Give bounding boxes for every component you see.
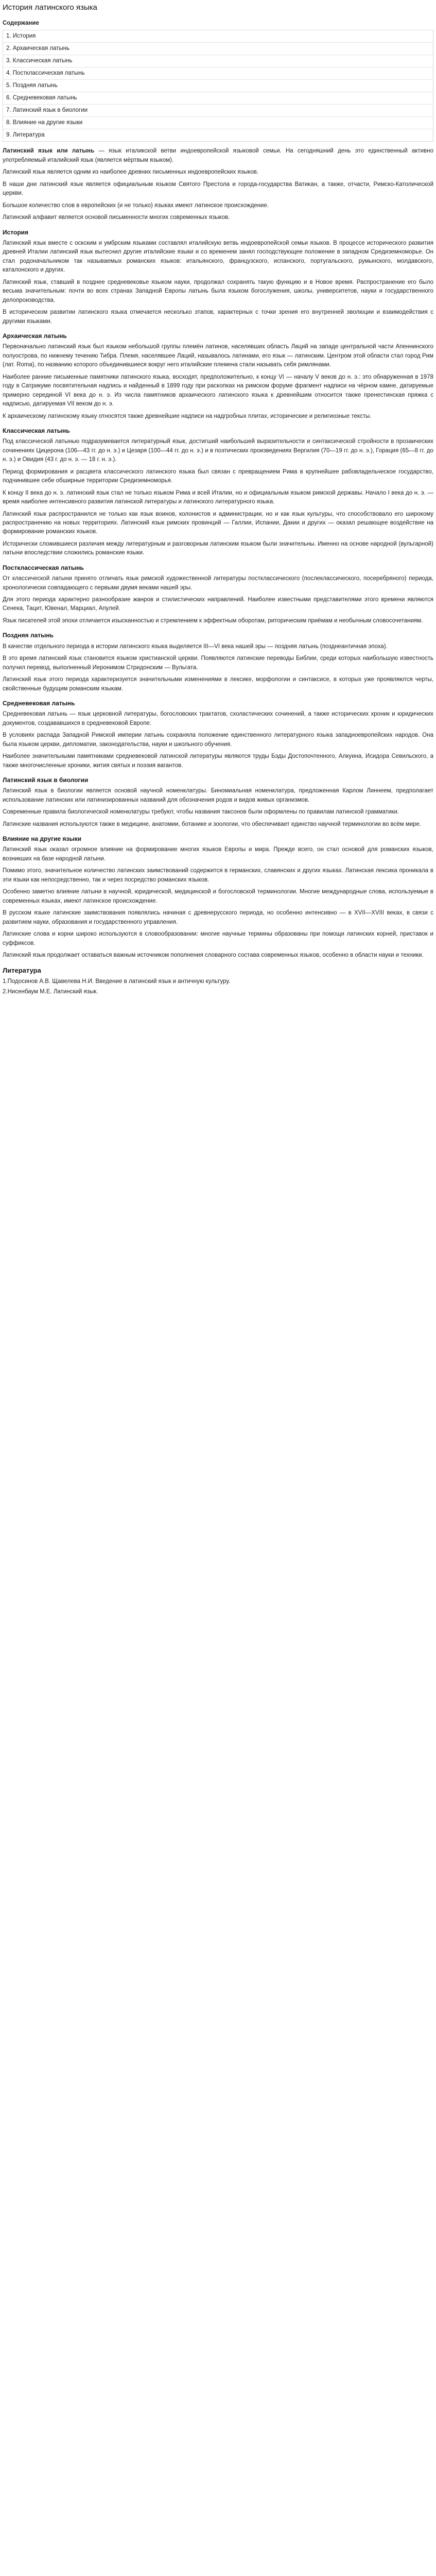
section-biology [3,775,433,829]
intro-paragraph: Большое количество слов в европейских (и не только) языках имеют латинское происхождение. [3,202,269,209]
section-paragraph: Период формирования и расцвета классического латинского языка был связан с превращением Рима в крупнейшее рабовладельческое государство, подчинившее себе обширные территории Средиземноморья. [3,468,433,484]
toc-item-label[interactable]: 9. Литература [6,132,45,139]
section-heading: Литература [3,966,41,974]
toc-item-label[interactable]: 4. Постклассическая латынь [6,70,85,77]
section-archaic-latin [3,331,433,421]
section-paragraph: Латинский язык вместе с оскским и умбрским языками составлял италийскую ветвь индоевропейской семьи языков. В процессе исторического развития древней Италии латинский язык вытеснил другие италийские языки и со временем занял господствующее положение в западном Средиземноморье. Он стал родоначальником так называемых романских языков: итальянского, французского, испанского, португальского, румынского, молдавского, каталонского и других. [3,240,433,274]
page-bottom-spacer [3,999,433,1004]
section-literature [3,965,433,997]
toc-item-late-latin[interactable] [3,80,433,92]
section-late-latin [3,631,433,693]
literature-list [3,977,433,996]
section-paragraph: Особенно заметно влияние латыни в научной, юридической, медицинской и богословской терминологии. Многие международные слова, используемые в современных языках, имеют латинское происхождение. [3,889,433,904]
section-paragraph: Современные правила биологической номенклатуры требуют, чтобы названия таксонов были оформлены по правилам латинской грамматики. [3,809,399,816]
section-paragraph: Латинский язык продолжает оставаться важным источником пополнения словарного состава современных языков, особенно в области науки и техники. [3,952,424,959]
section-paragraph: В качестве отдельного периода в истории латинского языка выделяется III—VI века нашей эры — поздняя латынь (позднеантичная эпоха). [3,643,388,650]
section-paragraph: Латинский язык оказал огромное влияние на формирование многих языков Европы и мира. Прежде всего, он стал основой для романских языков, возникших на базе народной латыни. [3,846,433,862]
section-paragraph: Для этого периода характерно разнообразие жанров и стилистических направлений. Наиболее известными представителями этого времени являются Сенека, Тацит, Ювенал, Марциал, Апулей. [3,597,433,612]
toc-item-label[interactable]: 2. Архаическая латынь [6,45,70,52]
toc-item-archaic-latin[interactable] [3,43,433,55]
section-paragraph: Средневековая латынь — язык церковной литературы, богословских трактатов, схоластических сочинений, а также исторических хроник и юридических документов, создававшихся в средневековой Европе. [3,711,433,726]
section-paragraph: В русском языке латинские заимствования появлялись начиная с древнерусского периода, но особенно интенсивно — в XVII—XVIII веках, в связи с развитием науки, образования и государственного управления. [3,910,433,925]
section-heading: Влияние на другие языки [3,835,81,843]
section-paragraph: Латинский язык, ставший в позднее средневековье языком науки, продолжал сохранять такую функцию и в Новое время. Распространение его было весьма значительным: почти во всех странах Западной Европы латынь была языком богослужения, школы, университетов, науки и государственного делопроизводства. [3,279,433,303]
section-paragraph: Наиболее ранние письменные памятники латинского языка, восходят, предположительно, к концу VI — началу V веков до н. э.: это обнаруженная в 1978 году в Сатрикуме посвятительная надпись и найденный в 1899 году при раскопках на римском форуме фрагмент надписи на чёрном камне, датируемые примерно серединой VI века до н. э. Из числа памятников архаического латинского языка к древнейшим относится также пренестинская пряжка с надписью, датируемая VII веком до н. э. [3,374,433,408]
table-of-contents [3,30,433,142]
section-paragraph: От классической латыни принято отличать язык римской художественной литературы постклассического (послеклассического, посеребряного) периода, хронологически совпадающего с первыми двумя веками нашей эры. [3,575,433,591]
section-paragraph: К концу II века до н. э. латинский язык стал не только языком Рима и всей Италии, но и официальным языком римской державы. Начало I века до н. э. — время наиболее интенсивного развития латинской литературы и латинского литературного языка. [3,489,433,505]
section-paragraph: Латинские слова и корни широко используются в словообразовании: многие научные термины образованы при помощи латинских корней, приставок и суффиксов. [3,931,433,946]
intro-lead-text: — язык италикской ветви индоевропейской языковой семьи. На сегодняшний день это единственный активно употребляемый италийский язык (является мёртвым языком). [3,148,433,163]
toc-item-history[interactable] [3,30,433,43]
section-classical-latin [3,426,433,558]
section-paragraph: Под классической латынью подразумевается литературный язык, достигший наибольшей выразительности и синтаксической стройности в прозаических сочинениях Цицерона (106—43 гг. до н. э.) и Цезаря (100—44 гг. до н. э.) и в поэтических произведениях Вергилия (70—19 гг. до н. э.), Горация (65—8 гг. до н. э.) и Овидия (43 г. до н. э. — 18 г. н. э.). [3,438,433,463]
toc-item-label[interactable]: 3. Классическая латынь [6,58,73,64]
literature-item: 1.Подосинов А.В. Щавелева Н.И. Введение в латинский язык и античную культуру. [3,978,231,985]
intro-paragraph: Латинский алфавит является основой письменности многих современных языков. [3,214,230,221]
toc-item-label[interactable]: 5. Поздняя латынь [6,82,58,89]
section-heading: Средневековая латынь [3,700,75,707]
toc-item-medieval-latin[interactable] [3,92,433,105]
toc-item-postclassical-latin[interactable] [3,67,433,80]
section-paragraph: Латинские названия используются также в медицине, анатомии, ботанике и зоологии, что обеспечивает единство научной терминологии во всём мире. [3,821,422,827]
toc-item-classical-latin[interactable] [3,55,433,67]
section-postclassical-latin [3,563,433,626]
toc-item-literature[interactable] [3,129,433,141]
section-paragraph: В это время латинский язык становится языком христианской церкви. Появляются латинские переводы Библии, среди которых наибольшую известность получил перевод, выполненный Иеронимом Стридонским — Вульгата. [3,655,433,671]
intro-paragraph [3,147,433,165]
section-paragraph: Первоначально латинский язык был языком небольшой группы племён латинов, населявших область Лаций на западе центральной части Апеннинского полуострова, по нижнему течению Тибра. Племя, населявшее Лаций, называлось латинами, его язык — латинским. Центром этой области стал город Рим (лат. Roma), по названию которого объединившиеся вокруг него италийские племена стали называть себя римлянами. [3,344,433,368]
section-paragraph: Латинский язык этого периода характеризуется значительными изменениями в лексике, морфологии и синтаксисе, в которых уже проявляются черты, свойственные будущим романским языкам. [3,676,433,692]
article [0,0,436,1009]
section-paragraph: Помимо этого, значительное количество латинских заимствований содержится в германских, славянских и других языках. Латинская лексика проникала в эти языки как непосредственно, так и через посредство романских языков. [3,868,433,883]
intro-paragraph: В наши дни латинский язык является официальным языком Святого Престола и города-государства Ватикан, а также, отчасти, Римско-Католической церкви. [3,181,433,197]
section-heading: Архаическая латынь [3,332,67,340]
section-paragraph: Латинский язык распространился не только как язык воинов, колонистов и администрации, но и как язык культуры, что способствовало его широкому распространению на новых территориях. Латинский язык римских провинций — Галлии, Испании, Дакии и других — оказал решающее воздействие на формирование романских языков. [3,511,433,535]
section-heading: Постклассическая латынь [3,564,84,571]
intro-paragraph: Латинский язык является одним из наиболее древних письменных индоевропейских языков. [3,169,259,176]
section-influence [3,834,433,960]
section-heading: Латинский язык в биологии [3,776,89,784]
section-heading: Классическая латынь [3,427,70,434]
section-medieval-latin [3,699,433,770]
section-paragraph: Латинский язык в биологии является основой научной номенклатуры. Биномиальная номенклатура, предложенная Карлом Линнеем, предполагает использование латинских или латинизированных названий для обозначения родов и видов живых организмов. [3,788,433,803]
intro-lead-term: Латинский язык или латынь [3,148,95,155]
section-paragraph: Исторически сложившиеся различия между литературным и разговорным латинским языком были значительны. Именно на основе народной (вульгарной) латыни впоследствии сложились романские языки. [3,540,433,556]
section-paragraph: К архаическому латинскому языку относятся также древнейшие надписи на надгробных плитах, исторические и религиозные тексты. [3,413,372,419]
section-heading: История [3,228,29,236]
toc-heading: Содержание [3,20,39,26]
literature-item: 2.Нисенбаум М.Е. Латинский язык. [3,988,98,995]
toc-item-label[interactable]: 8. Влияние на другие языки [6,120,83,126]
section-paragraph: В условиях распада Западной Римской империи латынь сохраняла положение единственного литературного языка западноевропейских народов. Она была языком церкви, дипломатии, законодательства, науки и школьного обучения. [3,732,433,748]
toc-item-label[interactable]: 7. Латинский язык в биологии [6,107,88,114]
intro-section [3,147,433,222]
section-heading: Поздняя латынь [3,632,54,639]
toc-item-label[interactable]: 1. История [6,33,36,40]
toc-item-influence[interactable] [3,117,433,129]
section-paragraph: Наиболее значительными памятниками средневековой латинской литературы являются труды Бэды Достопочтенного, Алкуина, Исидора Севильского, а также многочисленные хроники, жития святых и поэзия вагантов. [3,753,433,769]
toc-item-label[interactable]: 6. Средневековая латынь [6,95,77,101]
toc-item-biology[interactable] [3,105,433,117]
section-paragraph: В историческом развитии латинского языка отмечается несколько этапов, характерных с точки зрения его внутренней эволюции и взаимодействия с другими языками. [3,309,433,325]
section-paragraph: Язык писателей этой эпохи отличается изысканностью и стремлением к эффектным оборотам, риторическим приёмам и необычным словосочетаниям. [3,617,423,624]
page-title: История латинского языка [3,3,97,12]
section-history [3,228,433,326]
